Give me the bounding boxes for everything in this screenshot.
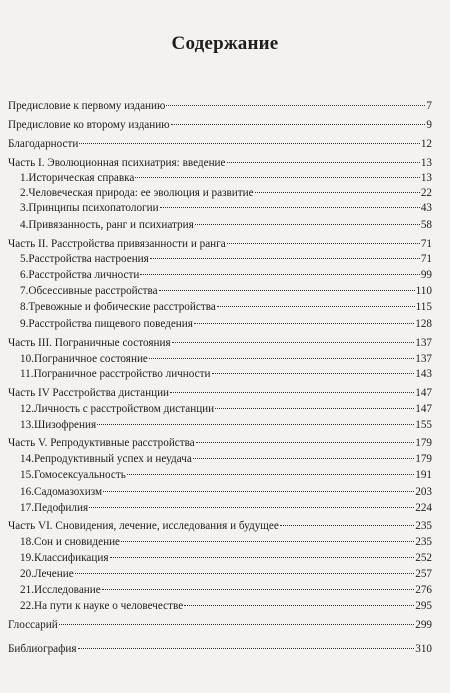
toc-chapter-entry — [8, 551, 432, 565]
toc-chapter-entry — [8, 485, 432, 499]
dot-leader — [172, 341, 415, 343]
dot-leader — [102, 588, 414, 590]
dot-leader — [217, 305, 415, 307]
toc-chapter-entry — [8, 284, 432, 298]
toc-entry-label: 16.Садомазохизм — [20, 486, 103, 498]
toc-chapter-entry — [8, 599, 432, 613]
toc-section-entry — [8, 519, 432, 533]
toc-page-number: 110 — [415, 285, 432, 297]
toc-chapter-entry — [8, 300, 432, 314]
toc-chapter-entry — [8, 352, 432, 366]
toc-section-entry — [8, 237, 432, 251]
toc-section-entry — [8, 118, 432, 132]
dot-leader — [212, 372, 415, 374]
toc-entry-label: 21.Исследование — [20, 584, 101, 596]
toc-chapter-entry — [8, 252, 432, 266]
toc-page-number: 12 — [420, 138, 432, 150]
dot-leader — [196, 441, 414, 443]
toc-page-number: 137 — [415, 353, 432, 365]
toc-page-number: 310 — [415, 643, 432, 655]
toc-entry-label: 2.Человеческая природа: ее эволюция и развитие — [20, 187, 254, 199]
toc-page-number: 295 — [415, 600, 432, 612]
toc-entry-label: Благодарности — [8, 138, 79, 150]
toc-section-entry — [8, 642, 432, 656]
toc-entry-label: 12.Личность с расстройством дистанции — [20, 403, 215, 415]
dot-leader — [79, 142, 419, 144]
toc-section-entry — [8, 618, 432, 632]
toc-page-number: 155 — [415, 419, 432, 431]
dot-leader — [280, 524, 414, 526]
toc-page-number: 115 — [415, 301, 432, 313]
dot-leader — [171, 123, 426, 125]
dot-leader — [159, 289, 415, 291]
toc-page-number: 99 — [420, 269, 432, 281]
toc-entry-label: Часть IV Расстройства дистанции — [8, 387, 170, 399]
toc-entry-label: 20.Лечение — [20, 568, 74, 580]
toc-page-number: 224 — [415, 502, 432, 514]
toc-entry-label: 18.Сон и сновидение — [20, 536, 121, 548]
toc-entry-label: 1.Историческая справка — [20, 172, 135, 184]
toc-entry-label: 19.Классификация — [20, 552, 109, 564]
toc-page-number: 58 — [420, 219, 432, 231]
toc-chapter-entry — [8, 468, 432, 482]
dot-leader — [78, 647, 415, 649]
dot-leader — [215, 407, 414, 409]
toc-entry-label: 9.Расстройства пищевого поведения — [20, 318, 193, 330]
toc-entry-label: Предисловие к первому изданию — [8, 100, 166, 112]
dot-leader — [184, 604, 414, 606]
toc-chapter-entry — [8, 418, 432, 432]
page-title: Содержание — [171, 33, 279, 54]
toc-chapter-entry — [8, 535, 432, 549]
dot-leader — [194, 322, 414, 324]
toc-chapter-entry — [8, 201, 432, 215]
toc-chapter-entry — [8, 186, 432, 200]
toc-entry-label: 3.Принципы психопатологии — [20, 202, 159, 214]
toc-section-entry — [8, 336, 432, 350]
dot-leader — [89, 506, 414, 508]
toc-page-number: 235 — [415, 536, 432, 548]
dot-leader — [255, 191, 420, 193]
toc-page-number: 299 — [415, 619, 432, 631]
toc-entry-label: 5.Расстройства настроения — [20, 253, 149, 265]
toc-section-entry — [8, 156, 432, 170]
toc-chapter-entry — [8, 171, 432, 185]
toc-chapter-entry — [8, 218, 432, 232]
toc-entry-label: 10.Пограничное состояние — [20, 353, 148, 365]
toc-entry-label: 6.Расстройства личности — [20, 269, 140, 281]
dot-leader — [103, 490, 414, 492]
toc-entry-label: Часть III. Пограничные состояния — [8, 337, 171, 349]
toc-entry-label: 4.Привязанность, ранг и психиатрия — [20, 219, 194, 231]
toc-entry-label: Часть V. Репродуктивные расстройства — [8, 437, 195, 449]
toc-entry-label: 7.Обсессивные расстройства — [20, 285, 158, 297]
toc-page-number: 252 — [415, 552, 432, 564]
toc-page-number: 143 — [415, 368, 432, 380]
toc-page-number: 9 — [426, 119, 432, 131]
dot-leader — [75, 572, 415, 574]
dot-leader — [149, 357, 414, 359]
toc-page-number: 71 — [420, 253, 432, 265]
toc-section-entry — [8, 137, 432, 151]
toc-page-number: 128 — [415, 318, 432, 330]
toc-page-number: 235 — [415, 520, 432, 532]
toc-entry-label: Часть I. Эволюционная психиатрия: введение — [8, 157, 226, 169]
dot-leader — [135, 176, 419, 178]
toc-chapter-entry — [8, 583, 432, 597]
toc-page-number: 276 — [415, 584, 432, 596]
toc-page-number: 13 — [420, 172, 432, 184]
toc-page-number: 257 — [415, 568, 432, 580]
dot-leader — [110, 556, 415, 558]
toc-chapter-entry — [8, 402, 432, 416]
toc-entry-label: 17.Педофилия — [20, 502, 89, 514]
toc-page-number: 179 — [415, 453, 432, 465]
toc-page-number: 137 — [415, 337, 432, 349]
dot-leader — [166, 104, 425, 106]
dot-leader — [193, 457, 414, 459]
toc-entry-label: Глоссарий — [8, 619, 58, 631]
dot-leader — [127, 473, 414, 475]
toc-entry-label: 15.Гомосексуальность — [20, 469, 126, 481]
toc-entry-label: 14.Репродуктивный успех и неудача — [20, 453, 192, 465]
toc-entry-label: 8.Тревожные и фобические расстройства — [20, 301, 216, 313]
toc-entry-label: 22.На пути к науке о человечестве — [20, 600, 184, 612]
toc-chapter-entry — [8, 268, 432, 282]
dot-leader — [97, 423, 414, 425]
toc-chapter-entry — [8, 317, 432, 331]
toc-chapter-entry — [8, 501, 432, 515]
toc-chapter-entry — [8, 452, 432, 466]
toc-entry-label: 11.Пограничное расстройство личности — [20, 368, 211, 380]
toc-chapter-entry — [8, 367, 432, 381]
toc-page-number: 7 — [426, 100, 432, 112]
dot-leader — [121, 540, 414, 542]
dot-leader — [227, 161, 420, 163]
dot-leader — [140, 273, 419, 275]
toc-entry-label: 13.Шизофрения — [20, 419, 97, 431]
dot-leader — [160, 206, 420, 208]
toc-page-number: 179 — [415, 437, 432, 449]
dot-leader — [227, 242, 420, 244]
toc-page-number: 147 — [415, 387, 432, 399]
toc-page-number: 71 — [420, 238, 432, 250]
toc-entry-label: Библиография — [8, 643, 77, 655]
toc-section-entry — [8, 99, 432, 113]
toc-page-number: 22 — [420, 187, 432, 199]
toc-section-entry — [8, 386, 432, 400]
toc-entry-label: Часть VI. Сновидения, лечение, исследования и будущее — [8, 520, 279, 532]
toc-page-number: 203 — [415, 486, 432, 498]
toc-entry-label: Предисловие ко второму изданию — [8, 119, 170, 131]
dot-leader — [195, 223, 420, 225]
toc-page-number: 191 — [415, 469, 432, 481]
dot-leader — [150, 257, 420, 259]
toc-page-number: 43 — [420, 202, 432, 214]
dot-leader — [170, 391, 414, 393]
toc-chapter-entry — [8, 567, 432, 581]
toc-page-number: 13 — [420, 157, 432, 169]
dot-leader — [59, 623, 415, 625]
toc-section-entry — [8, 436, 432, 450]
toc-page-number: 147 — [415, 403, 432, 415]
toc-entry-label: Часть II. Расстройства привязанности и ранга — [8, 238, 226, 250]
